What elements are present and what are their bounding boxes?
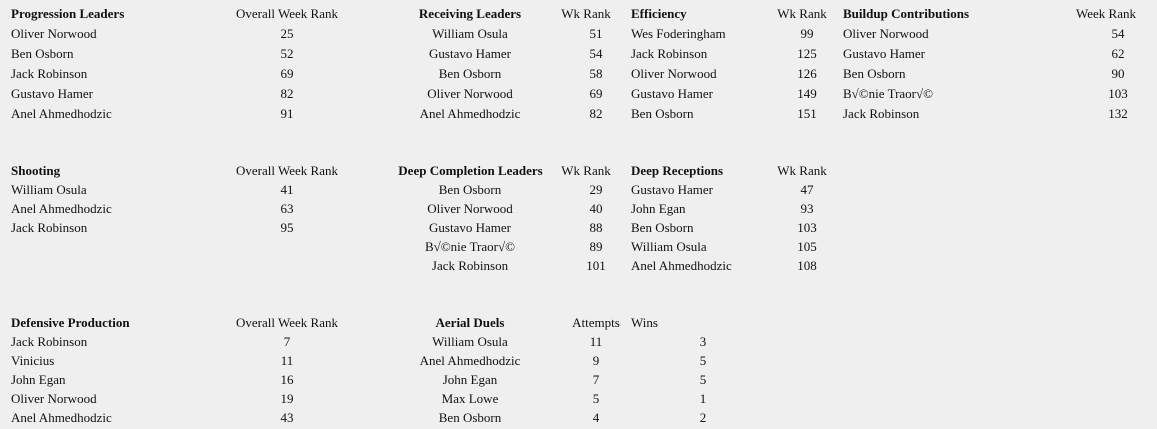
defensive-production-title: Defensive Production [11, 315, 130, 330]
progression-leaders-player-name: Oliver Norwood [11, 26, 97, 41]
buildup-contributions-player-name: Gustavo Hamer [843, 46, 925, 61]
efficiency-player-name: Jack Robinson [631, 46, 708, 61]
shooting-player-name: William Osula [11, 182, 87, 197]
receiving-leaders-column-header: Wk Rank [561, 6, 611, 21]
deep-completion-leaders-rank-value: 88 [589, 220, 603, 235]
aerial-duels-attempts-value: 4 [592, 410, 600, 425]
buildup-contributions-rank-value: 132 [1108, 106, 1128, 121]
buildup-contributions-player-name: Ben Osborn [843, 66, 906, 81]
buildup-contributions-rank-value: 90 [1111, 66, 1125, 81]
progression-leaders-player-name: Gustavo Hamer [11, 86, 93, 101]
efficiency-rank-value: 126 [797, 66, 817, 81]
shooting-rank-value: 95 [280, 220, 294, 235]
deep-receptions-player-name: Gustavo Hamer [631, 182, 713, 197]
receiving-leaders-rank-value: 69 [589, 86, 603, 101]
receiving-leaders-player-name: Anel Ahmedhodzic [419, 106, 521, 121]
progression-leaders-player-name: Ben Osborn [11, 46, 74, 61]
aerial-duels-attempts-header: Attempts [572, 315, 620, 330]
aerial-duels-player-name: John Egan [442, 372, 498, 387]
receiving-leaders-player-name: Gustavo Hamer [429, 46, 511, 61]
deep-receptions-rank-value: 108 [797, 258, 817, 273]
shooting-rank-value: 41 [280, 182, 294, 197]
buildup-contributions-player-name: B√©nie Traor√© [843, 86, 934, 101]
aerial-duels-player-name: Max Lowe [441, 391, 499, 406]
aerial-duels-player-name: Anel Ahmedhodzic [419, 353, 521, 368]
receiving-leaders-player-name: Oliver Norwood [427, 86, 513, 101]
deep-completion-leaders-player-name: B√©nie Traor√© [424, 239, 515, 254]
defensive-production-player-name: Oliver Norwood [11, 391, 97, 406]
deep-completion-leaders-rank-value: 101 [586, 258, 606, 273]
deep-completion-leaders-player-name: Oliver Norwood [427, 201, 513, 216]
shooting-player-name: Anel Ahmedhodzic [11, 201, 112, 216]
aerial-duels-wins-value: 3 [699, 334, 707, 349]
receiving-leaders-rank-value: 51 [589, 26, 603, 41]
receiving-leaders-player-name: William Osula [432, 26, 508, 41]
deep-completion-leaders-player-name: Gustavo Hamer [429, 220, 511, 235]
receiving-leaders-title: Receiving Leaders [418, 6, 522, 21]
progression-leaders-rank-value: 91 [280, 106, 294, 121]
aerial-duels-attempts-value: 7 [592, 372, 600, 387]
deep-receptions-rank-value: 103 [797, 220, 817, 235]
deep-completion-leaders-player-name: Jack Robinson [431, 258, 509, 273]
efficiency-rank-value: 151 [797, 106, 817, 121]
efficiency-column-header: Wk Rank [777, 6, 827, 21]
aerial-duels-wins-value: 5 [699, 353, 707, 368]
progression-leaders-column-header: Overall Week Rank [236, 6, 338, 21]
deep-completion-leaders-rank-value: 29 [589, 182, 603, 197]
buildup-contributions-player-name: Jack Robinson [843, 106, 920, 121]
buildup-contributions-rank-value: 103 [1108, 86, 1128, 101]
defensive-production-rank-value: 7 [283, 334, 291, 349]
deep-receptions-title: Deep Receptions [631, 163, 724, 178]
efficiency-player-name: Gustavo Hamer [631, 86, 713, 101]
efficiency-rank-value: 149 [797, 86, 817, 101]
defensive-production-player-name: Vinicius [11, 353, 55, 368]
receiving-leaders-rank-value: 58 [589, 66, 603, 81]
deep-receptions-player-name: Ben Osborn [631, 220, 694, 235]
aerial-duels-wins-header: Wins [631, 315, 658, 330]
buildup-contributions-title: Buildup Contributions [843, 6, 970, 21]
receiving-leaders-rank-value: 54 [589, 46, 603, 61]
defensive-production-column-header: Overall Week Rank [236, 315, 338, 330]
progression-leaders-player-name: Jack Robinson [11, 66, 88, 81]
progression-leaders-rank-value: 69 [280, 66, 294, 81]
defensive-production-player-name: Jack Robinson [11, 334, 88, 349]
defensive-production-rank-value: 11 [280, 353, 294, 368]
buildup-contributions-rank-value: 62 [1111, 46, 1125, 61]
efficiency-player-name: Wes Foderingham [631, 26, 726, 41]
shooting-column-header: Overall Week Rank [236, 163, 338, 178]
buildup-contributions-rank-value: 54 [1111, 26, 1125, 41]
deep-completion-leaders-rank-value: 89 [589, 239, 603, 254]
aerial-duels-player-name: William Osula [432, 334, 508, 349]
deep-completion-leaders-player-name: Ben Osborn [438, 182, 502, 197]
defensive-production-player-name: Anel Ahmedhodzic [11, 410, 112, 425]
deep-receptions-rank-value: 93 [800, 201, 814, 216]
progression-leaders-rank-value: 25 [280, 26, 294, 41]
deep-receptions-player-name: William Osula [631, 239, 707, 254]
efficiency-title: Efficiency [631, 6, 687, 21]
deep-receptions-player-name: Anel Ahmedhodzic [631, 258, 732, 273]
deep-completion-leaders-column-header: Wk Rank [561, 163, 611, 178]
defensive-production-rank-value: 43 [280, 410, 294, 425]
deep-receptions-rank-value: 105 [797, 239, 817, 254]
aerial-duels-player-name: Ben Osborn [438, 410, 502, 425]
receiving-leaders-rank-value: 82 [589, 106, 603, 121]
shooting-rank-value: 63 [280, 201, 294, 216]
efficiency-rank-value: 125 [797, 46, 817, 61]
aerial-duels-title: Aerial Duels [435, 315, 505, 330]
aerial-duels-wins-value: 1 [699, 391, 707, 406]
receiving-leaders-player-name: Ben Osborn [438, 66, 502, 81]
shooting-title: Shooting [11, 163, 61, 178]
shooting-player-name: Jack Robinson [11, 220, 88, 235]
deep-completion-leaders-rank-value: 40 [589, 201, 603, 216]
aerial-duels-attempts-value: 11 [589, 334, 603, 349]
aerial-duels-wins-value: 2 [699, 410, 707, 425]
defensive-production-rank-value: 19 [280, 391, 294, 406]
aerial-duels-wins-value: 5 [699, 372, 707, 387]
aerial-duels-attempts-value: 9 [592, 353, 600, 368]
deep-receptions-column-header: Wk Rank [777, 163, 827, 178]
efficiency-player-name: Ben Osborn [631, 106, 694, 121]
deep-receptions-rank-value: 47 [800, 182, 814, 197]
defensive-production-rank-value: 16 [280, 372, 294, 387]
defensive-production-player-name: John Egan [11, 372, 66, 387]
buildup-contributions-player-name: Oliver Norwood [843, 26, 929, 41]
progression-leaders-rank-value: 52 [280, 46, 294, 61]
buildup-contributions-column-header: Week Rank [1076, 6, 1136, 21]
deep-completion-leaders-title: Deep Completion Leaders [398, 163, 543, 178]
deep-receptions-player-name: John Egan [631, 201, 686, 216]
progression-leaders-rank-value: 82 [280, 86, 294, 101]
progression-leaders-title: Progression Leaders [11, 6, 125, 21]
progression-leaders-player-name: Anel Ahmedhodzic [11, 106, 112, 121]
efficiency-player-name: Oliver Norwood [631, 66, 717, 81]
efficiency-rank-value: 99 [800, 26, 814, 41]
aerial-duels-attempts-value: 5 [592, 391, 600, 406]
